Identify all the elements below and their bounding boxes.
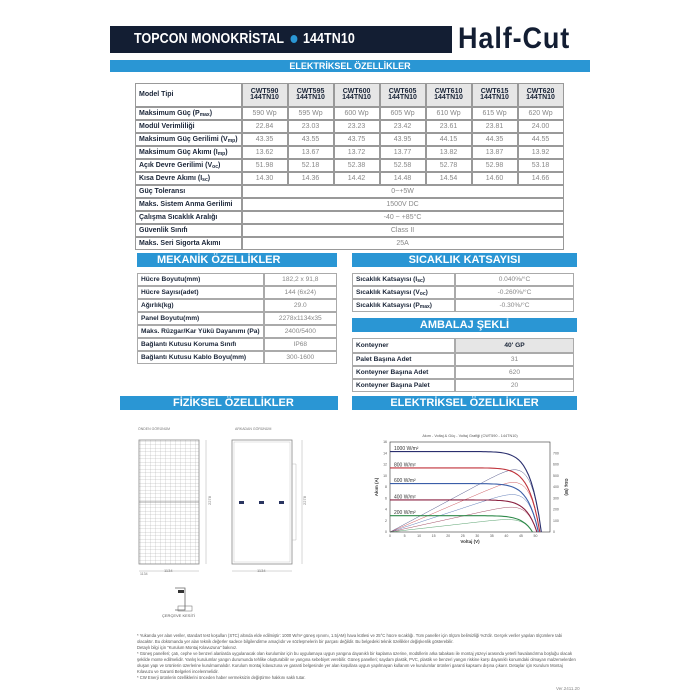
row-label: Maks. Sistem Anma Gerilimi — [135, 198, 242, 211]
value-cell: 1500V DC — [242, 198, 564, 211]
value-cell: 14.30 — [242, 172, 288, 185]
frame-section-label: ÇERÇEVE KESİTİ — [162, 613, 196, 618]
svg-text:700: 700 — [553, 451, 559, 456]
table-row — [137, 338, 337, 351]
table-row — [137, 351, 337, 364]
svg-text:Güç (W): Güç (W) — [564, 478, 569, 496]
row-label: Konteyner Başına Palet — [352, 379, 455, 392]
section-electrical-chart: ELEKTRİKSEL ÖZELLİKLER — [352, 396, 577, 410]
table-row — [137, 286, 337, 299]
iv-chart — [370, 432, 570, 552]
table-row — [135, 159, 564, 172]
brand-text: Half-Cut — [458, 22, 571, 55]
row-label: Maksimum Güç Gerilimi $(V_{mp})$ — [135, 133, 242, 146]
value-cell: 52.78 — [426, 159, 472, 172]
table-row — [352, 299, 574, 312]
value-cell: 2278x1134x35 — [264, 312, 337, 325]
value-cell: 13.67 — [288, 146, 334, 159]
footnote: * Yukarıda yer alan veriler, standart test koşulları (STC) altında elde edilmiştir: 1000 W/m² güneş ışınımı, 1.5(AM) hava kütlesi ve 25°C hücre sıcaklığı. Tüm paneller için ölçüm belirsizliği %3'dir. Gerçek veriler yapılan ölçümlere tabi olacaktır. Bu dokümanda yer alan teknik değerler sadece bilgilendirme amaçlıdır ve sözleşmelerin bir parçası değildir. Bu belgedeki teknik özellikler değişkenlik gösterebilir. — [137, 633, 562, 644]
value-cell: 44.15 — [426, 133, 472, 146]
svg-text:12: 12 — [383, 462, 387, 467]
section-physical: FİZİKSEL ÖZELLİKLER — [120, 396, 338, 410]
value-cell: 51.98 — [242, 159, 288, 172]
value-cell: -40 ~ +85°C — [242, 211, 564, 224]
svg-text:2: 2 — [385, 518, 387, 523]
value-cell: 29.0 — [264, 299, 337, 312]
header-bar — [110, 22, 590, 55]
row-label: Sıcaklık Katsayısı $(P_{max})$ — [352, 299, 455, 312]
value-cell: 31 — [455, 353, 574, 366]
electrical-table — [135, 83, 564, 250]
table-row — [352, 286, 574, 299]
row-label: Güvenlik Sınıfı — [135, 224, 242, 237]
section-electrical: ELEKTRİKSEL ÖZELLİKLER — [110, 60, 590, 72]
model-header: CWT610 144TN10 — [426, 83, 472, 107]
svg-text:30: 30 — [475, 534, 480, 538]
value-cell: 23.61 — [426, 120, 472, 133]
table-row — [135, 185, 564, 198]
value-cell: 52.18 — [288, 159, 334, 172]
value-cell: 0~+5W — [242, 185, 564, 198]
row-label: Maksimum Güç $(P_{max})$ — [135, 107, 242, 120]
value-cell: 620 Wp — [518, 107, 564, 120]
value-cell: 144 (6x24) — [264, 286, 337, 299]
svg-text:20: 20 — [446, 534, 451, 538]
svg-text:4: 4 — [385, 507, 387, 512]
svg-text:15: 15 — [431, 534, 436, 538]
header-title: TOPCON MONOKRİSTAL 144TN10 — [134, 31, 355, 47]
row-label: Açık Devre Gerilimi $(V_{oc})$ — [135, 159, 242, 172]
row-label: Maks. Seri Sigorta Akımı — [135, 237, 242, 250]
table-row — [135, 133, 564, 146]
table-row — [135, 224, 564, 237]
value-cell: 13.62 — [242, 146, 288, 159]
svg-text:0: 0 — [385, 530, 387, 534]
footnotes — [137, 633, 577, 681]
value-cell: 52.98 — [472, 159, 518, 172]
svg-text:300: 300 — [553, 496, 559, 501]
value-cell: 43.35 — [242, 133, 288, 146]
value-cell: -0.30%/°C — [455, 299, 574, 312]
value-cell: 14.54 — [426, 172, 472, 185]
svg-text:Akım (A): Akım (A) — [374, 477, 379, 497]
value-cell: 615 Wp — [472, 107, 518, 120]
value-cell: 2400/5400 — [264, 325, 337, 338]
model-header: CWT595 144TN10 — [288, 83, 334, 107]
svg-text:16: 16 — [383, 440, 387, 444]
row-label: Kısa Devre Akımı $(I_{sc})$ — [135, 172, 242, 185]
value-cell: 25A — [242, 237, 564, 250]
row-label: Hücre Boyutu(mm) — [137, 273, 264, 286]
svg-text:14: 14 — [383, 451, 387, 456]
svg-text:50: 50 — [533, 534, 538, 538]
value-cell: 300-1600 — [264, 351, 337, 364]
table-row — [352, 273, 574, 286]
svg-text:6: 6 — [385, 496, 387, 501]
section-packaging: AMBALAJ ŞEKLİ — [352, 318, 577, 332]
svg-text:0: 0 — [389, 534, 391, 538]
value-cell: 20 — [455, 379, 574, 392]
value-cell: 13.72 — [334, 146, 380, 159]
section-temperature: SICAKLIK KATSAYISI — [352, 253, 577, 267]
mechanical-table — [137, 273, 337, 364]
row-label: Çalışma Sıcaklık Aralığı — [135, 211, 242, 224]
panel-drawings — [120, 420, 340, 620]
value-cell: 43.75 — [334, 133, 380, 146]
svg-text:600 W/m²: 600 W/m² — [394, 478, 416, 485]
footnote: * CW Enerji ürünlerin özelliklerini önceden haber vermeksizin değiştirme hakkını saklı tutar. — [137, 675, 306, 680]
table-row — [352, 366, 574, 379]
svg-text:100: 100 — [553, 518, 559, 523]
value-cell: 14.66 — [518, 172, 564, 185]
row-label: Sıcaklık Katsayısı $(I_{sc})$ — [352, 273, 455, 286]
value-cell: 44.55 — [518, 133, 564, 146]
model-header: CWT600 144TN10 — [334, 83, 380, 107]
row-label: Güç Toleransı — [135, 185, 242, 198]
value-cell: 13.87 — [472, 146, 518, 159]
svg-text:500: 500 — [553, 473, 559, 478]
svg-text:1134: 1134 — [140, 572, 148, 576]
table-header-row — [352, 338, 574, 353]
value-cell: 23.42 — [380, 120, 426, 133]
svg-text:10: 10 — [417, 534, 422, 538]
value-cell: 23.81 — [472, 120, 518, 133]
model-header-row — [135, 83, 564, 107]
value-cell: 590 Wp — [242, 107, 288, 120]
model-header: CWT615 144TN10 — [472, 83, 518, 107]
back-height-dim: 2278 — [301, 496, 307, 505]
value-cell: 0.040%/°C — [455, 273, 574, 286]
svg-text:Voltaj (V): Voltaj (V) — [460, 539, 480, 544]
value-cell: 43.55 — [288, 133, 334, 146]
value-cell: 620 — [455, 366, 574, 379]
value-cell: 40' GP — [455, 338, 574, 353]
svg-text:600: 600 — [553, 462, 559, 467]
chart-title: Akım - Voltaj & Güç - Voltaj Grafiği (CWT590 - 144TN10) — [422, 434, 518, 438]
front-view-label: ÖNDEN GÖRÜNÜM — [138, 427, 171, 431]
value-cell: Class II — [242, 224, 564, 237]
footnote: * Güneş panelleri; çatı, cephe ve benzeri alanlarda uygulanacak olan kurulumlar için bu uygulamaya uygun yangına dayanıklı bir kaplama üzerine, modüllerin arka tabakası ile montaj yüzeyi arasında yeterli havalandırma boşluğu olacak şekilde monte edilmelidir. Yanlış kurulumlar yangın durumunda tehlike oluşturabilir ve yangına sebebiyet verebilir. Güneş panelleri; saydam plastik, PVC, plastik ve benzeri yangın riskine karşı dayanıklı konumdaki olmayan malzemelerden oluşan yapı ve ürünlerin üzerlerine kurulmamalıdır. Kurulum montaj kılavuzuna ve garanti belgesinde yer alan koşullara uygun yapılmayan kullanım ve kurulumlar ürünleri garanti kapsamı dışına çıkarır. Detaylar için Kurulum Montaj Kılavuzu ve Garanti Belgeleri incelenmelidir. — [137, 651, 576, 674]
table-row — [137, 273, 337, 286]
value-cell: 22.84 — [242, 120, 288, 133]
row-label: Konteyner — [352, 338, 455, 353]
chart-svg — [370, 432, 570, 552]
model-header: CWT590 144TN10 — [242, 83, 288, 107]
row-label: Palet Başına Adet — [352, 353, 455, 366]
row-label: Ağırlık(kg) — [137, 299, 264, 312]
row-label: Bağlantı Kutusu Kablo Boyu(mm) — [137, 351, 264, 364]
model-type-label: Model Tipi — [135, 83, 242, 107]
table-row — [135, 120, 564, 133]
row-label: Bağlantı Kutusu Koruma Sınıfı — [137, 338, 264, 351]
value-cell: 605 Wp — [380, 107, 426, 120]
brand-logo — [452, 23, 590, 56]
value-cell: -0.260%/°C — [455, 286, 574, 299]
svg-text:40: 40 — [504, 534, 509, 538]
svg-text:10: 10 — [383, 473, 387, 478]
svg-text:400: 400 — [553, 485, 559, 489]
svg-text:400 W/m²: 400 W/m² — [394, 494, 416, 501]
value-cell: 24.00 — [518, 120, 564, 133]
table-row — [135, 211, 564, 224]
row-label: Konteyner Başına Adet — [352, 366, 455, 379]
value-cell: 595 Wp — [288, 107, 334, 120]
packaging-table — [352, 338, 574, 392]
model-header: CWT620 144TN10 — [518, 83, 564, 107]
front-width-dim: 1134 — [164, 568, 173, 573]
value-cell: 52.38 — [334, 159, 380, 172]
svg-text:200: 200 — [553, 507, 559, 512]
svg-text:8: 8 — [385, 485, 387, 489]
table-row — [135, 198, 564, 211]
temperature-table — [352, 273, 574, 312]
version-label: Ver.2411.20 — [556, 686, 580, 691]
svg-text:800 W/m²: 800 W/m² — [394, 462, 416, 469]
table-row — [135, 237, 564, 250]
panel-drawing-svg — [120, 420, 340, 620]
row-label: Modül Verimliliği — [135, 120, 242, 133]
row-label: Sıcaklık Katsayısı $(V_{oc})$ — [352, 286, 455, 299]
svg-text:1000 W/m²: 1000 W/m² — [394, 446, 419, 453]
svg-text:0: 0 — [553, 530, 555, 534]
svg-text:45: 45 — [518, 534, 523, 538]
svg-text:35: 35 — [489, 534, 494, 538]
value-cell: IP68 — [264, 338, 337, 351]
value-cell: 44.35 — [472, 133, 518, 146]
model-header: CWT605 144TN10 — [380, 83, 426, 107]
value-cell: 23.23 — [334, 120, 380, 133]
table-row — [352, 379, 574, 392]
front-height-dim: 2278 — [206, 496, 212, 505]
svg-text:200 W/m²: 200 W/m² — [394, 510, 416, 517]
table-row — [135, 146, 564, 159]
bullet-dot-icon — [291, 35, 298, 43]
value-cell: 13.92 — [518, 146, 564, 159]
section-mechanical: MEKANİK ÖZELLİKLER — [137, 253, 337, 267]
value-cell: 182,2 x 91,8 — [264, 273, 337, 286]
value-cell: 23.03 — [288, 120, 334, 133]
value-cell: 52.58 — [380, 159, 426, 172]
value-cell: 14.42 — [334, 172, 380, 185]
value-cell: 13.77 — [380, 146, 426, 159]
table-row — [135, 107, 564, 120]
value-cell: 13.82 — [426, 146, 472, 159]
row-label: Hücre Sayısı(adet) — [137, 286, 264, 299]
value-cell: 600 Wp — [334, 107, 380, 120]
back-view-label: ARKADAN GÖRÜNÜM — [235, 427, 272, 431]
value-cell: 14.60 — [472, 172, 518, 185]
svg-text:5: 5 — [403, 534, 406, 538]
table-row — [135, 172, 564, 185]
value-cell: 43.95 — [380, 133, 426, 146]
table-row — [137, 325, 337, 338]
table-row — [137, 299, 337, 312]
value-cell: 610 Wp — [426, 107, 472, 120]
value-cell: 53.18 — [518, 159, 564, 172]
row-label: Maksimum Güç Akımı $(I_{mp})$ — [135, 146, 242, 159]
footnote: Detaylı bilgi için "Kurulum Montaj Kılavuzuna" bakınız. — [137, 645, 238, 650]
svg-text:25: 25 — [460, 534, 465, 538]
back-width-dim: 1134 — [257, 568, 266, 573]
value-cell: 14.48 — [380, 172, 426, 185]
row-label: Panel Boyutu(mm) — [137, 312, 264, 325]
table-row — [137, 312, 337, 325]
value-cell: 14.36 — [288, 172, 334, 185]
row-label: Maks. Rüzgar/Kar Yükü Dayanımı (Pa) — [137, 325, 264, 338]
table-row — [352, 353, 574, 366]
